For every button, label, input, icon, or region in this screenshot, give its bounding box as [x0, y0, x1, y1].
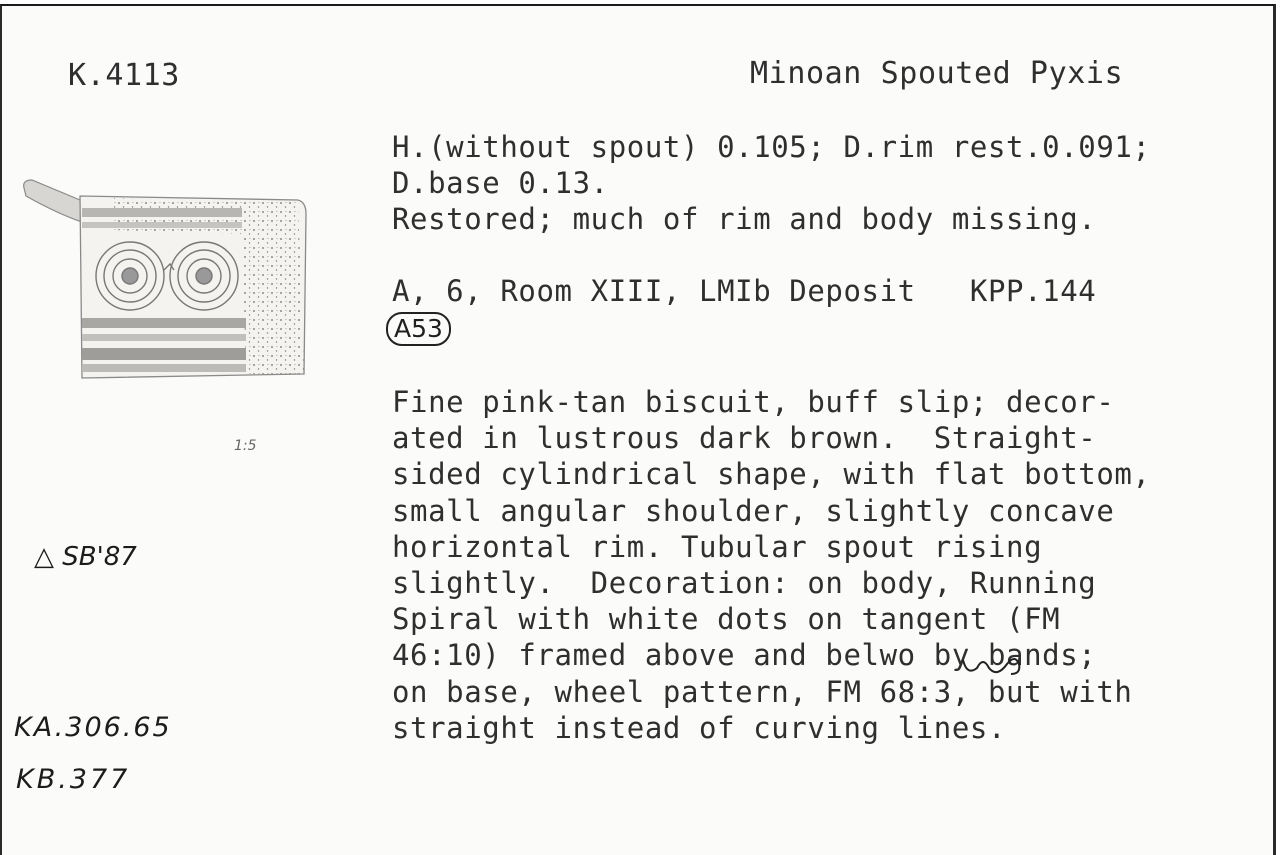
- spout-shape: [24, 180, 82, 222]
- lower-band: [82, 364, 246, 372]
- description-text: Fine pink-tan biscuit, buff slip; decor- ated in lustrous dark brown. Straight- sided cylindrical shape, with flat bottom, small angular shoulder, slightly concave horizontal rim. Tubular spout rising slightly. Decoration: on body, Running Spiral with white dots on tangent (FM 46:10) framed above and belwo by bands; on base, wheel pattern, FM 68:3, but with straight instead of curving lines.: [392, 385, 1151, 745]
- sb-handwritten-mark: △ SB'87: [34, 542, 137, 572]
- lower-band: [82, 348, 246, 360]
- scale-note: 1:5: [234, 438, 257, 454]
- kb-handwritten-number: KB.377: [16, 764, 131, 795]
- handwritten-correction-mark: [957, 646, 1027, 680]
- upper-band: [82, 208, 242, 217]
- catalog-number: K.4113: [68, 58, 180, 93]
- condition-line: Restored; much of rim and body missing.: [392, 202, 1097, 236]
- upper-band: [82, 222, 242, 228]
- circled-reference: A53: [386, 312, 451, 346]
- findspot-line: A, 6, Room XIII, LMIb Deposit KPP.144: [392, 274, 1097, 308]
- dimensions-line: D.base 0.13.: [392, 166, 609, 200]
- object-title: Minoan Spouted Pyxis: [750, 56, 1124, 91]
- lower-band: [82, 318, 246, 328]
- pyxis-drawing: [18, 174, 318, 389]
- lower-band: [82, 334, 246, 341]
- ka-handwritten-number: KA.306.65: [14, 712, 172, 743]
- dimensions-line: H.(without spout) 0.105; D.rim rest.0.091;: [392, 130, 1151, 164]
- catalog-card: [0, 4, 1276, 855]
